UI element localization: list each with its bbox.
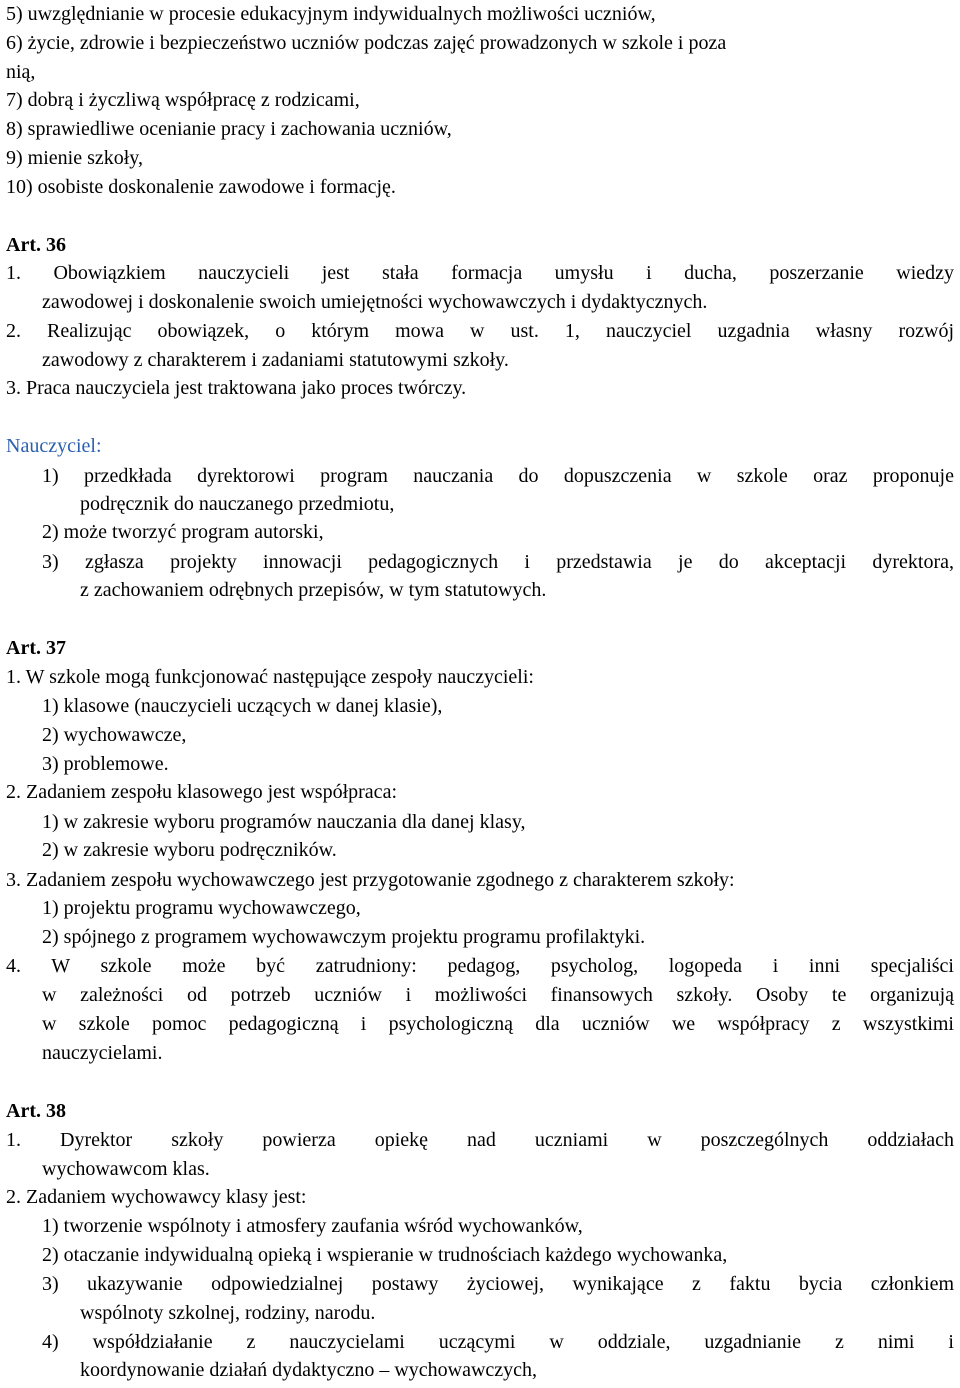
art38-p2: 2. Zadaniem wychowawcy klasy jest: xyxy=(6,1186,307,1208)
art37-p4-line2: w zależności od potrzeb uczniów i możliwości finansowych szkoły. Osoby te organizują xyxy=(42,984,954,1006)
art37-p2: 2. Zadaniem zespołu klasowego jest współpraca: xyxy=(6,781,397,803)
art38-p1-line1: 1. Dyrektor szkoły powierza opiekę nad uczniami w poszczególnych oddziałach xyxy=(6,1129,954,1151)
art37-p3-item-2: 2) spójnego z programem wychowawczym projektu programu profilaktyki. xyxy=(42,926,646,948)
art37-p1-item-1: 1) klasowe (nauczycieli uczących w danej klasie), xyxy=(42,695,443,717)
art36-p2-line1: 2. Realizując obowiązek, o którym mowa w ust. 1, nauczyciel uzgadnia własny rozwój xyxy=(6,320,954,342)
art37-p1: 1. W szkole mogą funkcjonować następujące zespoły nauczycieli: xyxy=(6,666,534,688)
art37-p4-line1: 4. W szkole może być zatrudniony: pedagog, psycholog, logopeda i inni specjaliści xyxy=(6,955,954,977)
art36-p1-line2: zawodowej i doskonalenie swoich umiejętności wychowawczych i dydaktycznych. xyxy=(42,291,708,313)
art38-item-1: 1) tworzenie wspólnoty i atmosfery zaufania wśród wychowanków, xyxy=(42,1215,583,1237)
art36-heading: Art. 36 xyxy=(6,234,66,256)
art36-p3: 3. Praca nauczyciela jest traktowana jako proces twórczy. xyxy=(6,377,467,399)
intro-item-5: 5) uwzględnianie w procesie edukacyjnym indywidualnych możliwości uczniów, xyxy=(6,3,656,25)
art38-item-2: 2) otaczanie indywidualną opieką i wspieranie w trudnościach każdego wychowanka, xyxy=(42,1244,728,1266)
art36-n3-line2: z zachowaniem odrębnych przepisów, w tym statutowych. xyxy=(80,579,547,601)
art38-item-4-line1: 4) współdziałanie z nauczycielami uczącymi w oddziale, uzgadnianie z nimi i xyxy=(42,1331,954,1353)
art38-heading: Art. 38 xyxy=(6,1100,66,1122)
art37-p2-item-2: 2) w zakresie wyboru podręczników. xyxy=(42,839,337,861)
art36-n2: 2) może tworzyć program autorski, xyxy=(42,521,324,543)
intro-item-7: 7) dobrą i życzliwą współpracę z rodzicami, xyxy=(6,89,360,111)
art37-p3-item-1: 1) projektu programu wychowawczego, xyxy=(42,897,361,919)
art37-p2-item-1: 1) w zakresie wyboru programów nauczania dla danej klasy, xyxy=(42,811,526,833)
art36-p1-line1: 1. Obowiązkiem nauczycieli jest stała formacja umysłu i ducha, poszerzanie wiedzy xyxy=(6,262,954,284)
art38-p1-line2: wychowawcom klas. xyxy=(42,1158,210,1180)
art36-n1-line2: podręcznik do nauczanego przedmiotu, xyxy=(80,493,395,515)
art38-item-3-line1: 3) ukazywanie odpowiedzialnej postawy życiowej, wynikające z faktu bycia członkiem xyxy=(42,1273,954,1295)
art38-item-3-line2: wspólnoty szkolnej, rodziny, narodu. xyxy=(80,1302,376,1324)
art37-p4-line4: nauczycielami. xyxy=(42,1042,163,1064)
art37-p3: 3. Zadaniem zespołu wychowawczego jest przygotowanie zgodnego z charakterem szkoły: xyxy=(6,869,735,891)
art37-heading: Art. 37 xyxy=(6,637,66,659)
art37-p1-item-3: 3) problemowe. xyxy=(42,753,169,775)
nauczyciel-label: Nauczyciel: xyxy=(6,435,102,457)
intro-item-10: 10) osobiste doskonalenie zawodowe i formację. xyxy=(6,176,396,198)
intro-item-9: 9) mienie szkoły, xyxy=(6,147,144,169)
art38-item-4-line2: koordynowanie działań dydaktyczno – wychowawczych, xyxy=(80,1359,538,1381)
intro-item-6: 6) życie, zdrowie i bezpieczeństwo uczniów podczas zajęć prowadzonych w szkole i poza xyxy=(6,32,727,54)
art36-n3-line1: 3) zgłasza projekty innowacji pedagogicznych i przedstawia je do akceptacji dyrektora, xyxy=(42,551,954,573)
art36-p2-line2: zawodowy z charakterem i zadaniami statutowymi szkoły. xyxy=(42,349,509,371)
intro-item-8: 8) sprawiedliwe ocenianie pracy i zachowania uczniów, xyxy=(6,118,452,140)
art37-p1-item-2: 2) wychowawcze, xyxy=(42,724,187,746)
art36-n1-line1: 1) przedkłada dyrektorowi program nauczania do dopuszczenia w szkole oraz proponuje xyxy=(42,465,954,487)
art37-p4-line3: w szkole pomoc pedagogiczną i psychologiczną dla uczniów we współpracy z wszystkimi xyxy=(42,1013,954,1035)
intro-item-6-cont: nią, xyxy=(6,61,36,83)
